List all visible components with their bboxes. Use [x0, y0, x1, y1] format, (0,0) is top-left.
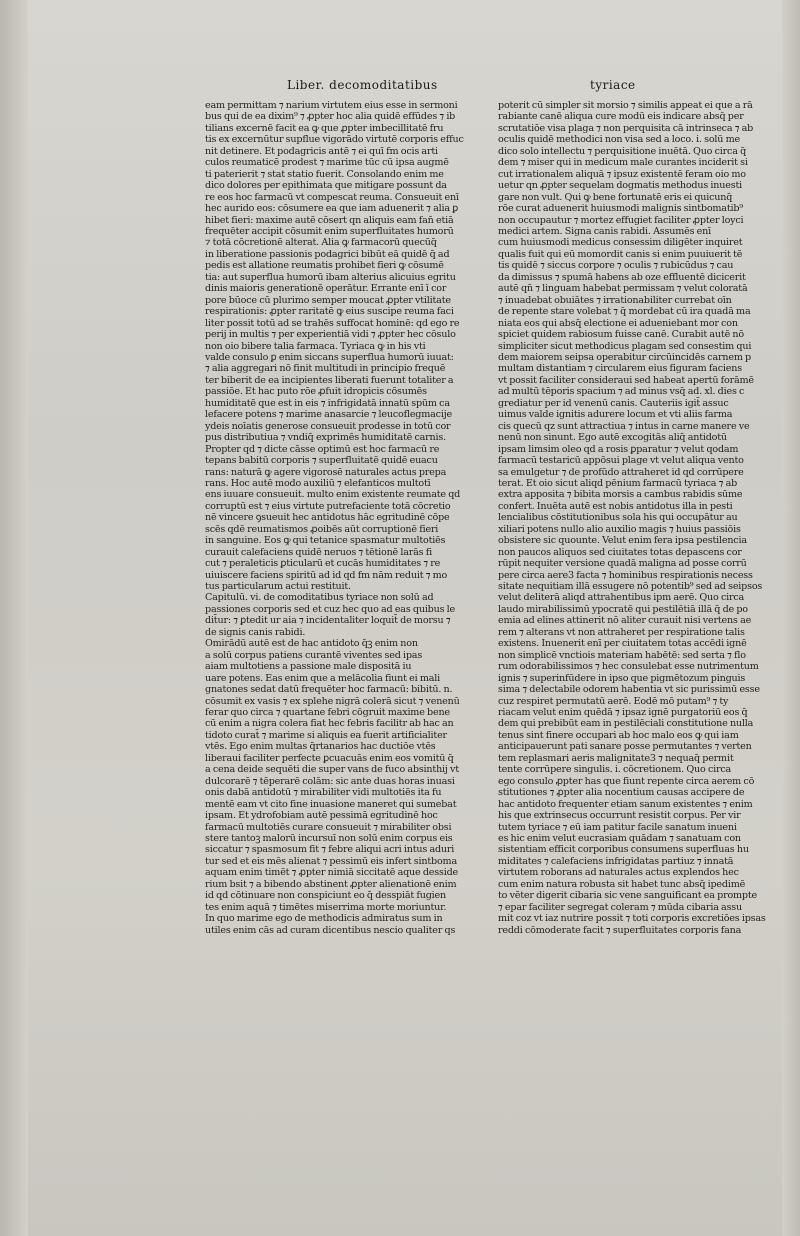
text-line: mentē eam vt cito fine inuasione maneret qui sumebat [205, 798, 457, 810]
text-line: riacam velut enim quēdā ⁊ ipsaz ignē purgatoriū eos q̄ [498, 707, 748, 719]
text-line: ad multū tēporis spacium ⁊ ad minus vsq̄ ad. xl. dies c [498, 386, 745, 398]
text-line: respirationis: ꝓpter raritatē ꝙ eius suscipe reuma faci [205, 306, 454, 318]
text-line: uimus valde ignitis adurere locum et vti aliis farma [498, 409, 733, 421]
text-line: passiones corporis sed et cuz hec quo ad eas quibus le [205, 603, 456, 615]
text-line: hibet fieri: maxime autē cōsert qn aliquis eam fan̄ etiā [205, 214, 454, 226]
text-line: cis quecū qz sunt attractiua ⁊ intus in carne manere ve [498, 420, 750, 432]
text-line: dico solo intellectu ⁊ perquisitione inuētā. Quo circa q̄ [498, 145, 747, 157]
running-head-right: tyriace [590, 78, 636, 92]
text-line: tus particularum actui restituit. [205, 581, 351, 593]
text-line: in sanguine. Eos ꝙ qui tetanice spasmatur multotiēs [205, 535, 446, 547]
text-line: dico dolores per epithimata que mitigare possunt da [205, 180, 447, 192]
text-line: lencialibus cōstitutionibus sola his qui occupātur au [498, 512, 738, 524]
text-line: utiles enim cās ad curam dicentibus nescio qualiter qs [205, 924, 456, 936]
text-line: lefacere potens ⁊ marime anasarcie ⁊ leucoflegmacije [205, 409, 452, 421]
text-line: ⁊ totā cōcretionē alterat. Alia ꝙ farmacorū quecūq̄ [205, 237, 437, 249]
text-line: ipsam. Et ydrofobiam autē pessimā egritudinē hoc [205, 810, 438, 822]
text-line: frequēter accipit cōsumit enim superfluitates humorū [205, 225, 454, 237]
text-line: stere tantoꝫ malorū incursuī non solū enim corpus eis [205, 833, 453, 844]
text-line: passiōe. Et hac puto rōe ꝓfuit idropicis cōsumēs [205, 386, 427, 398]
text-line: nenū non sinunt. Ego autē excogitās aliq̄ antidotū [498, 432, 727, 444]
text-line: obsistere sic quounte. Velut enim fera ipsa pestilencia [498, 535, 747, 547]
running-head-left: Liber. decomoditatibus [287, 78, 438, 92]
text-line: vtēs. Ego enim multas q̄rtanarios hac ductiōe vtēs [205, 741, 436, 753]
text-line: In quo marime ego de methodicis admiratus sum in [205, 913, 443, 925]
text-line: pedis est allatione reumatis prohibet fieri ꝙ cōsumē [205, 260, 444, 272]
text-line: uiuiscere faciens spiritū ad id qd fm nām reduit ⁊ mo [205, 569, 448, 581]
text-line: pere circa aere3 facta ⁊ hominibus respirationis necess [498, 569, 753, 581]
text-line: hac antidoto frequenter etiam sanum existentes ⁊ enim [498, 798, 753, 810]
text-line: pus distributiua ⁊ vndiq̄ exprimēs humiditatē carnis. [205, 432, 446, 444]
text-line: poterit cū simpler sit morsio ⁊ similis appeat ei que a rā [498, 100, 753, 111]
text-line: existens. Inuenerit enī per ciuitatem totas accēdi ignē [498, 638, 747, 650]
text-line: anticipauerunt pati sanare posse permutantes ⁊ verten [498, 741, 752, 753]
text-line: dinis maioris generationē operātur. Errante enī ī cor [205, 283, 447, 295]
text-line: non simplicē vnctiois materiam habētē: sed serta ⁊ flo [498, 649, 746, 661]
text-line: sa emulgetur ⁊ de profūdo attraheret id qd corrūpere [498, 466, 744, 478]
text-line: culos reumaticē prodest ⁊ marime tūc cū ipsa augmē [205, 157, 449, 169]
text-line: scēs qdē reumatismos ꝓoibēs aūt corruptionē fieri [205, 523, 439, 535]
text-line: terat. Et oio sicut aliqd pēnium farmacū tyriaca ⁊ ab [498, 477, 738, 489]
text-line: tur sed et eis mēs alienat ⁊ pessimū eis infert sintboma [205, 855, 457, 867]
text-line: ens iuuare consueuit. multo enim existente reumate qd [205, 489, 461, 501]
text-line: reddi cōmoderate facit ⁊ superfluitates corporis fana [498, 924, 742, 936]
text-line: ⁊ alia aggregari nō finit multitudi in principio frequē [205, 363, 446, 375]
text-line: gare non vult. Qui ꝙ bene fortunatē eris ei quicunq̄ [498, 191, 733, 203]
text-line: spiciet quidem rabiosum fuisse canē. Curabit autē nō [498, 329, 744, 341]
text-line: stitutiones ⁊ ꝓpter alia nocentium causas accipere de [498, 787, 745, 799]
text-line: curauit calefaciens quidē neruos ⁊ tētionē larās fi [205, 546, 432, 558]
text-line: virtutem roborans ad naturales actus explendos hec [498, 867, 739, 879]
text-line: to vēter digerit cibaria sic vene sanguificant ea prompte [498, 890, 758, 902]
text-line: farmacū testaricū appōsui plage vt velut aliqua vento [498, 455, 744, 467]
text-line: multam distantiam ⁊ circularem eius figuram faciens [498, 363, 742, 375]
text-line: aiam multotiens a passione male dispositā iu [205, 661, 412, 673]
text-line: dem maiorem seipsa operabitur circūincidēs carnem p [498, 351, 752, 363]
text-line: nē vincere ꝯsueuit hec antidotus hāc egritudinē cōpe [205, 512, 450, 524]
text-line: qualis fuit qui eū momordit canis si enim puuiuerit tē [498, 248, 743, 260]
text-line: miditates ⁊ calefaciens infrigidatas partiuz ⁊ innatā [498, 855, 734, 867]
text-line: scrutatiōe visa plaga ⁊ non perquisita cā intrinseca ⁊ ab [498, 122, 754, 134]
text-line: Capitulū. vi. de comoditatibus tyriace non solū ad [205, 592, 434, 604]
text-line: grediatur per id venenū canis. Cauteriis igit̄ assuc [498, 397, 729, 409]
text-line: ti paterierit ⁊ stat statio fuerit. Consolando enim me [205, 168, 444, 180]
text-line: autē qn̄ ⁊ linguam habebat permissam ⁊ velut coloratā [498, 283, 748, 295]
text-line: rabiante canē aliqua cure modū eis indicare absq̄ per [498, 111, 744, 123]
text-line: niata eos qui absq̄ electione ei adueniebant mor con [498, 317, 738, 329]
text-line: ⁊ inuadebat obuiātes ⁊ irrationabiliter currebat oīn [498, 294, 732, 306]
text-line: rōe curat aduenerit huiusmodi malignis sintbomatib⁹ [498, 203, 743, 215]
text-line: medici artem. Signa canis rabidi. Assumēs enī [498, 225, 712, 237]
text-line: cū enim a nigra colera fiat hec febris facilitr ab hac an [205, 718, 454, 730]
text-line: perij in multis ⁊ per experientiā vidi ⁊ ꝓpter hec cōsulo [205, 329, 456, 341]
text-line: humiditatē que est in eis ⁊ infrigidatā innatū spūm ca [205, 397, 450, 409]
text-line: siccatur ⁊ spasmosum fit ⁊ febre aliqui acri intus aduri [205, 844, 455, 856]
text-line: a cena deide sequēti die super vans de fuco absinthij vt [205, 764, 459, 776]
text-line: sistentiam efficit corporibus consumens superfluas hu [498, 844, 749, 856]
text-line: tia: aut superflua humorū ibam alterius alicuius egritu [205, 271, 456, 283]
text-line: mit coz vt iaz nutrire possit ⁊ toti corporis excretiōes ipsas [498, 913, 766, 925]
text-line: rum odorabilissimos ⁊ hec consulebat esse nutrimentum [498, 661, 759, 673]
text-line: rem ⁊ alterans vt non attraheret per respiratione talis [498, 626, 745, 638]
text-line: ego consulo ꝓpter has que fiunt repente circa aerem cō [498, 775, 755, 787]
text-line: tis ex excernūtur supflue vigorādo virtutē corporis effuc [205, 134, 464, 146]
text-line: pore būoce cū plurimo semper moucat ꝓpter vtilitate [205, 294, 451, 306]
text-line: non oio bibere talia farmaca. Tyriaca ꝙ in his vti [205, 340, 426, 352]
text-line: non occupautur ⁊ mortez effugiet faciliter ꝓpter loyci [498, 214, 744, 226]
text-line: cum enim natura robusta sit habet tunc absq̄ ipedimē [498, 878, 746, 890]
text-line: emia ad elines attinerit nō aliter curauit nisi vertens ae [498, 615, 752, 627]
text-line: cuz respiret permutatū aerē. Eodē mō putam⁹ ⁊ ty [498, 695, 729, 707]
text-line: oculis quidē methodici non visa sed a loco. i. solū me [498, 134, 740, 146]
text-line: his que extrinsecus occurrunt resistit corpus. Per vir [498, 810, 741, 822]
text-line: a solū corpus patiens curantē viventes sed ipas [205, 649, 423, 661]
text-line: non paucos aliquos sed ciuitates totas depascens cor [498, 546, 742, 558]
text-line: cut irrationalem aliquā ⁊ ipsuz existentē feram oio mo [498, 168, 746, 180]
text-line: sitate nequitiam illā essugere nō potentib⁹ sed ad seipsos [498, 581, 763, 593]
text-line: confert. Inuēta autē est nobis antidotus illa in pesti [498, 500, 733, 512]
text-line: onis dabā antidotū ⁊ mirabiliter vidi multotiēs ita fu [205, 787, 442, 799]
text-line: tenus sint finere occupari ab hoc malo eos ꝙ qui iam [498, 729, 739, 741]
text-line: hec aurido eos: cōsumere ea que iam aduenerit ⁊ alia ꝑ [205, 203, 459, 215]
text-line: ⁊ epar faciliter segregat coleram ⁊ mūda cibaria assu [498, 901, 743, 913]
text-line: extra apposita ⁊ bibita morsis a cambus rabidis sūme [498, 489, 743, 501]
text-line: dulcorarē ⁊ tēperarē colām: sic ante duas horas inuasi [205, 775, 455, 787]
text-line: dit̄ur: ⁊ ꝑtedit ur aia ⁊ incidentaliter loquit̄ de morsu ⁊ [205, 615, 451, 627]
text-line: bus qui de ea dixim⁹ ⁊ ꝓpter hoc alia quidē effūdes ⁊ ib [205, 111, 456, 123]
text-line: rans. Hoc autē modo auxiliū ⁊ elefanticos multotī [205, 477, 431, 489]
text-line: eam permittam ⁊ narium virtutem eius esse in sermoni [205, 100, 458, 111]
text-line: aquam enim timēt ⁊ ꝓpter nimiā siccitatē aque desside [205, 867, 459, 879]
text-column-right [498, 100, 766, 936]
text-line: tutem tyriace ⁊ eū iam patitur facile sanatum inueni [498, 821, 737, 833]
text-line: valde consulo ꝑ enim siccans superflua humorū iuuat: [205, 351, 454, 363]
text-line: dem qui prebibūt eam in pestilēciali constitutione nulla [498, 718, 754, 730]
text-line: corruptū est ⁊ eius virtute putrefaciente totā cōcretio [205, 500, 451, 512]
text-line: in liberatione passionis podagrici bibūt eā quidē q̄ ad [205, 248, 450, 260]
text-line: tepans babitū corporis ⁊ superfluitatē quidē euacu [205, 455, 438, 467]
text-line: tes enim aquā ⁊ timētes miserrima morte moriuntur. [205, 901, 447, 913]
text-line: de repente stare volebat ⁊ q̄ mordebat cū ira quadā ma [498, 306, 751, 318]
text-line: tem replasmari aeris malignitate3 ⁊ nequaq̄ permit [498, 752, 734, 764]
text-line: xiliari potens nullo alio auxilio magis ⁊ huius passiōis [498, 523, 741, 535]
text-line: vt possit faciliter consideraui sed habeat apertū forāmē [498, 374, 754, 386]
text-line: sima ⁊ delectabile odorem habentia vt sic purissimū esse [498, 684, 760, 696]
text-line: rium bsit ⁊ a bibendo abstinent ꝓpter alienationē enim [205, 878, 457, 890]
text-line: ipsam limsim oleo qd a rosis ꝑparatur ⁊ velut qodam [498, 443, 739, 455]
text-line: gnatones sedat datū frequēter hoc farmacū: bibitū. n. [205, 684, 453, 696]
text-column-left [205, 100, 464, 936]
text-line: ydeis noīatis generose consueuit prodesse in totū cor [205, 420, 451, 432]
text-line: uetur qn ꝓpter sequelam dogmatis methodus inuesti [498, 180, 742, 192]
text-line: ignis ⁊ superinfūdere in ipso que pigmētozum pinguis [498, 672, 746, 684]
text-line: uare potens. Eas enim que a melācolia fiunt ei mali [205, 672, 440, 684]
text-line: cut ⁊ peraleticis ꝑticularū et cucās humiditates ⁊ re [205, 558, 441, 570]
text-line: es hic enim velut eucrasiam quādam ⁊ sanatuam con [498, 833, 741, 844]
text-line: tidoto curat̄ ⁊ marime si aliquis ea fuerit artificialiter [205, 729, 447, 741]
text-line: cum huiusmodi medicus consessim diligēter inquiret [498, 237, 743, 249]
text-line: tilians excernē facit ea ꝙ que ꝓpter imbecillitatē fru [205, 122, 444, 134]
text-line: simpliciter sicut methodicus plagam sed consestim qui [498, 340, 752, 352]
text-line: de signis canis rabidi. [205, 626, 306, 638]
text-line: liter possit totū ad se trahēs suffocat hominē: qd ego re [205, 317, 460, 329]
text-line: rans: naturā ꝙ agere vigorosē naturales actus prepa [205, 466, 447, 478]
text-line: farmacū multotiēs curare consueuit ⁊ mirabiliter obsi [205, 821, 452, 833]
text-line: rūpit nequiter versione quadā maligna ad posse corrū [498, 558, 747, 570]
text-line: velut deliterā aliqd attrahentibus ipm aerē. Quo circa [498, 592, 745, 604]
text-line: dem ⁊ miser qui in medicum male curantes inciderit si [498, 157, 748, 169]
text-line: cōsumit ex vasis ⁊ ex splehe nigrā colerā sicut ⁊ venenū [205, 695, 460, 707]
text-line: re eos hoc farmacū vt compescat reuma. Consueuit enī [205, 191, 459, 203]
text-line: ferar quo circa ⁊ quartane febri cōgruit maxime bene [205, 707, 450, 719]
text-line: nit detinere. Et podagricis antē ⁊ ei quī fm ocis arti [205, 145, 438, 157]
text-line: id qd cōtinuare non conspiciunt eo q̄ desspiāt fugien [205, 890, 446, 902]
text-line: Propter qd ⁊ dicte cāsse optimū est hoc farmacū re [205, 443, 440, 455]
text-line: Omirādū autē est de hac antidoto q̄ꝫ enim non [205, 638, 418, 650]
text-line: tente corrūpere singulis. i. cōcretionem. Quo circa [498, 764, 732, 776]
text-line: ter biberit de ea incipientes liberati fuerunt totaliter a [205, 374, 454, 386]
text-line: liberaui faciliter perfecte ꝑcuacuās enim eos vomitū q̄ [205, 752, 454, 764]
text-line: tis quidē ⁊ siccus corpore ⁊ oculis ⁊ rubicūdus ⁊ cau [498, 260, 734, 272]
text-line: da dimissus ⁊ spumā habens ab oze effluentē dicicerit [498, 271, 746, 283]
text-line: laudo mirabilissimū ypocratē qui pestilētiā illā q̄ de po [498, 603, 748, 615]
